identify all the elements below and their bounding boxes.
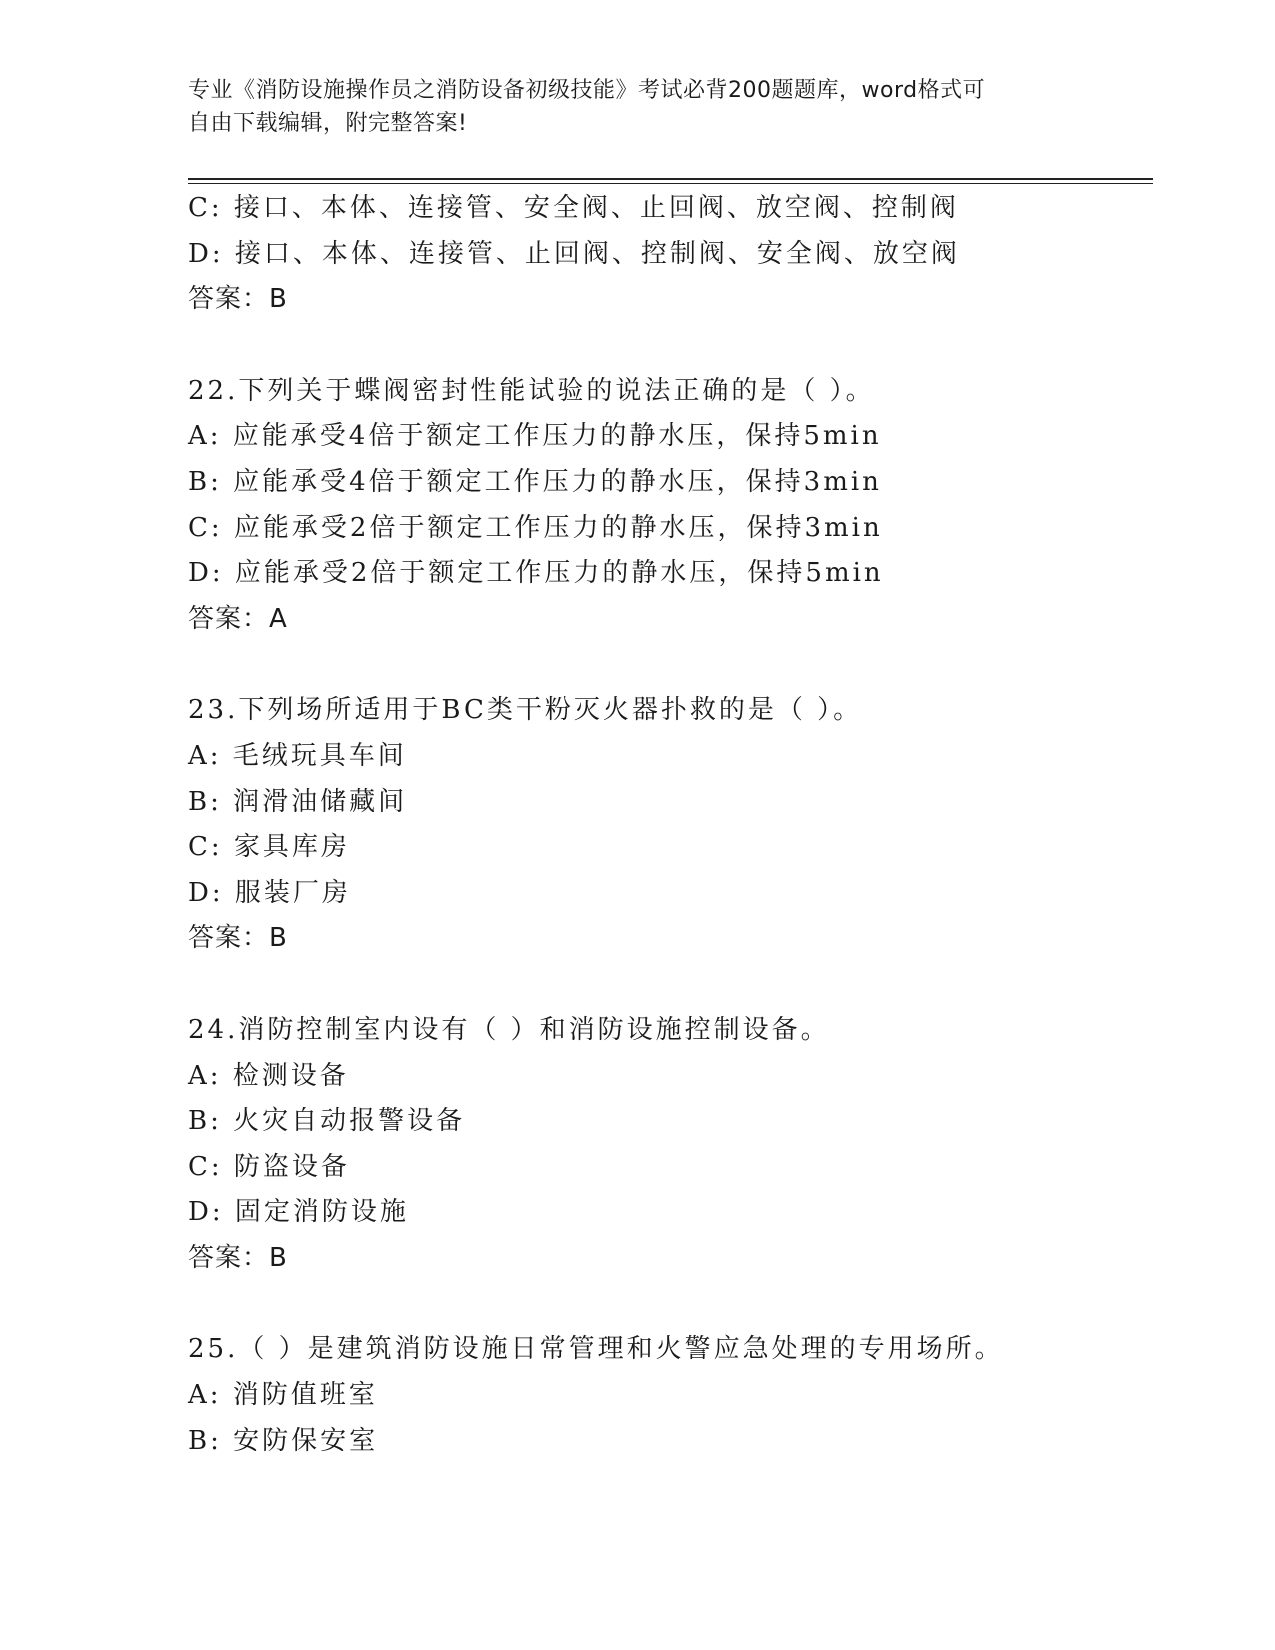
answer-line: 答案：B: [188, 923, 288, 954]
option-c: C: 接口、本体、连接管、安全阀、止回阀、放空阀、控制阀: [188, 193, 959, 223]
document-header: [188, 74, 1088, 140]
option-d: D: 服装厂房: [188, 877, 351, 908]
option-a: A: 应能承受4倍于额定工作压力的静水压，保持5min: [188, 421, 882, 452]
option-d: D: 接口、本体、连接管、止回阀、控制阀、安全阀、放空阀: [188, 238, 960, 269]
option-b: B: 润滑油储藏间: [188, 786, 408, 817]
option-b: B: 安防保安室: [188, 1425, 379, 1456]
answer-line: 答案：B: [188, 284, 288, 315]
option-d: D: 应能承受2倍于额定工作压力的静水压，保持5min: [188, 558, 884, 589]
question-stem: 24.消防控制室内设有（ ）和消防设施控制设备。: [188, 1014, 830, 1045]
question-list: [188, 186, 1148, 1464]
option-a: A: 消防值班室: [188, 1380, 378, 1411]
header-divider-thin: [188, 183, 1153, 184]
option-a: A: 检测设备: [188, 1060, 349, 1091]
spacer: [188, 642, 1148, 688]
question-stem: 23.下列场所适用于BC类干粉灭火器扑救的是（ ）。: [188, 695, 863, 726]
option-c: C: 家具库房: [188, 832, 350, 863]
option-c: C: 应能承受2倍于额定工作压力的静水压，保持3min: [188, 512, 883, 543]
option-b: B: 应能承受4倍于额定工作压力的静水压，保持3min: [188, 466, 882, 497]
option-a: A: 毛绒玩具车间: [188, 740, 407, 771]
question-stem: 25.（ ）是建筑消防设施日常管理和火警应急处理的专用场所。: [188, 1334, 1004, 1365]
option-c: C: 防盗设备: [188, 1151, 350, 1182]
question-stem: 22.下列关于蝶阀密封性能试验的说法正确的是（ ）。: [188, 375, 875, 406]
answer-line: 答案：B: [188, 1242, 288, 1273]
spacer: [188, 962, 1148, 1008]
header-line-1: 专业《消防设施操作员之消防设备初级技能》考试必背200题题库，word格式可: [188, 78, 986, 103]
spacer: [188, 1281, 1148, 1327]
question-23: [188, 688, 1148, 962]
header-line-2: 自由下载编辑，附完整答案!: [188, 111, 468, 136]
question-21-continued: [188, 186, 1148, 323]
spacer: [188, 323, 1148, 369]
header-divider-thick: [188, 178, 1153, 180]
option-d: D: 固定消防设施: [188, 1197, 409, 1228]
question-22: [188, 369, 1148, 643]
question-25: [188, 1327, 1148, 1464]
question-24: [188, 1008, 1148, 1282]
answer-line: 答案：A: [188, 603, 288, 634]
option-b: B: 火灾自动报警设备: [188, 1106, 466, 1137]
